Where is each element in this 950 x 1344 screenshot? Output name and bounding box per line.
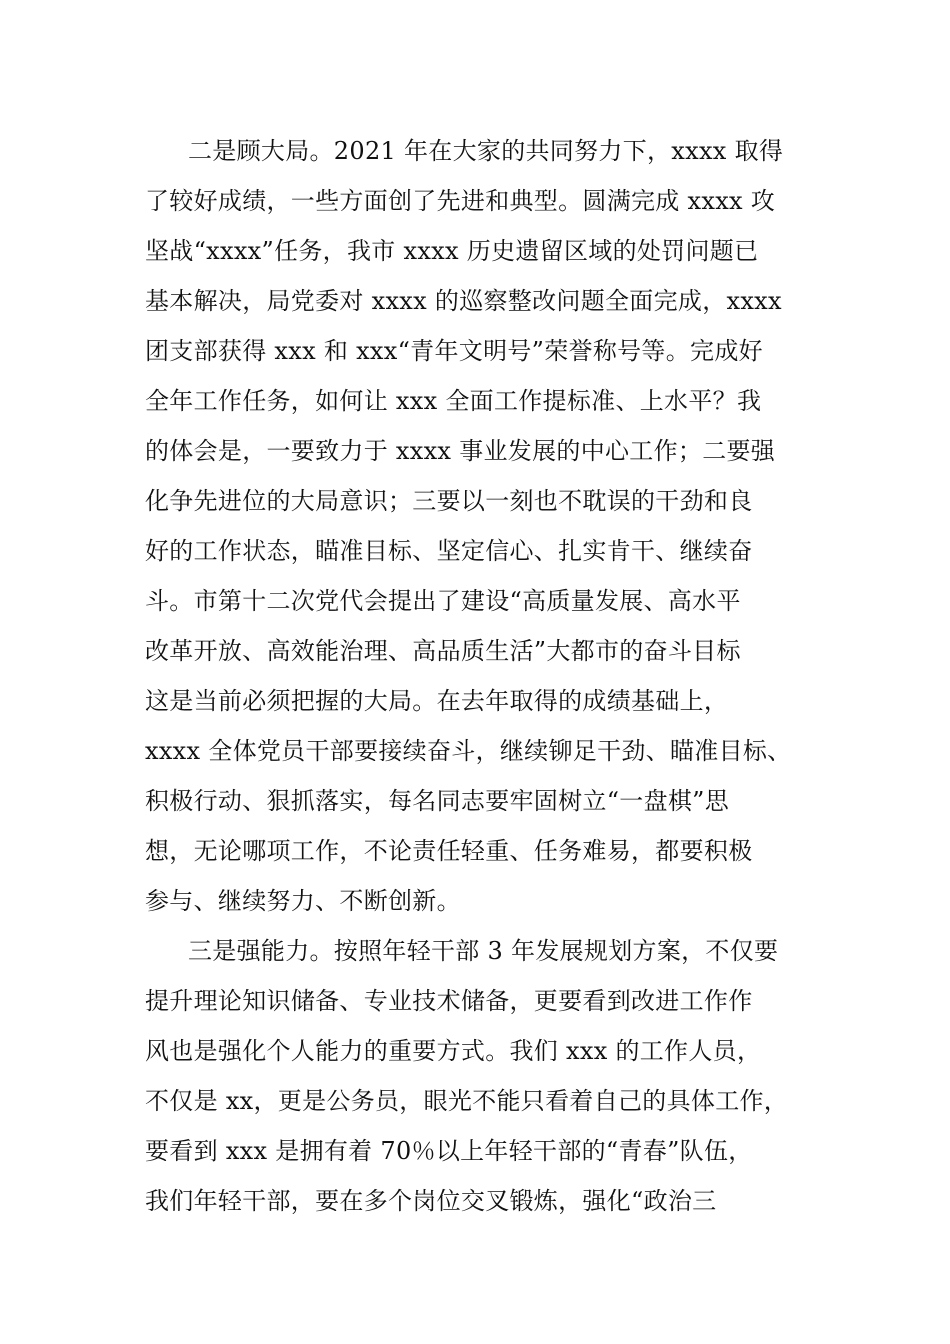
text-line: 这是当前必须把握的大局。在去年取得的成绩基础上， <box>145 687 729 715</box>
text-line: 斗。市第十二次党代会提出了建设“高质量发展、高水平 <box>145 587 741 615</box>
text-line: 了较好成绩，一些方面创了先进和典型。圆满完成 xxxx 攻 <box>145 187 776 215</box>
text-line: 团支部获得 xxx 和 xxx“青年文明号”荣誉称号等。完成好 <box>145 337 763 365</box>
text-line: 坚战“xxxx”任务，我市 xxxx 历史遗留区域的处罚问题已 <box>145 237 759 265</box>
text-line: 的体会是，一要致力于 xxxx 事业发展的中心工作；二要强 <box>145 437 776 465</box>
text-line: 想，无论哪项工作，不论责任轻重、任务难易，都要积极 <box>145 837 753 865</box>
text-line: 积极行动、狠抓落实，每名同志要牢固树立“一盘棋”思 <box>145 787 730 815</box>
text-line: 提升理论知识储备、专业技术储备，更要看到改进工作作 <box>145 987 753 1015</box>
text-line: 基本解决，局党委对 xxxx 的巡察整改问题全面完成，xxxx <box>145 287 782 315</box>
text-line: 好的工作状态，瞄准目标、坚定信心、扎实肯干、继续奋 <box>145 537 753 565</box>
text-line: 二是顾大局。2021 年在大家的共同努力下，xxxx 取得 <box>188 137 784 165</box>
text-line: 不仅是 xx，更是公务员，眼光不能只看着自己的具体工作， <box>145 1087 789 1115</box>
text-line: 风也是强化个人能力的重要方式。我们 xxx 的工作人员， <box>145 1037 762 1065</box>
text-line: 要看到 xxx 是拥有着 70％以上年轻干部的“青春”队伍， <box>145 1137 753 1165</box>
text-line: 改革开放、高效能治理、高品质生活”大都市的奋斗目标 <box>145 637 741 665</box>
text-line: 化争先进位的大局意识；三要以一刻也不耽误的干劲和良 <box>145 487 753 515</box>
text-line: xxxx 全体党员干部要接续奋斗，继续铆足干劲、瞄准目标、 <box>145 737 792 765</box>
text-line: 三是强能力。按照年轻干部 3 年发展规划方案，不仅要 <box>188 937 779 965</box>
text-line: 参与、继续努力、不断创新。 <box>145 887 461 915</box>
text-line: 全年工作任务，如何让 xxx 全面工作提标准、上水平？我 <box>145 387 762 415</box>
text-line: 我们年轻干部，要在多个岗位交叉锻炼，强化“政治三 <box>145 1187 717 1215</box>
